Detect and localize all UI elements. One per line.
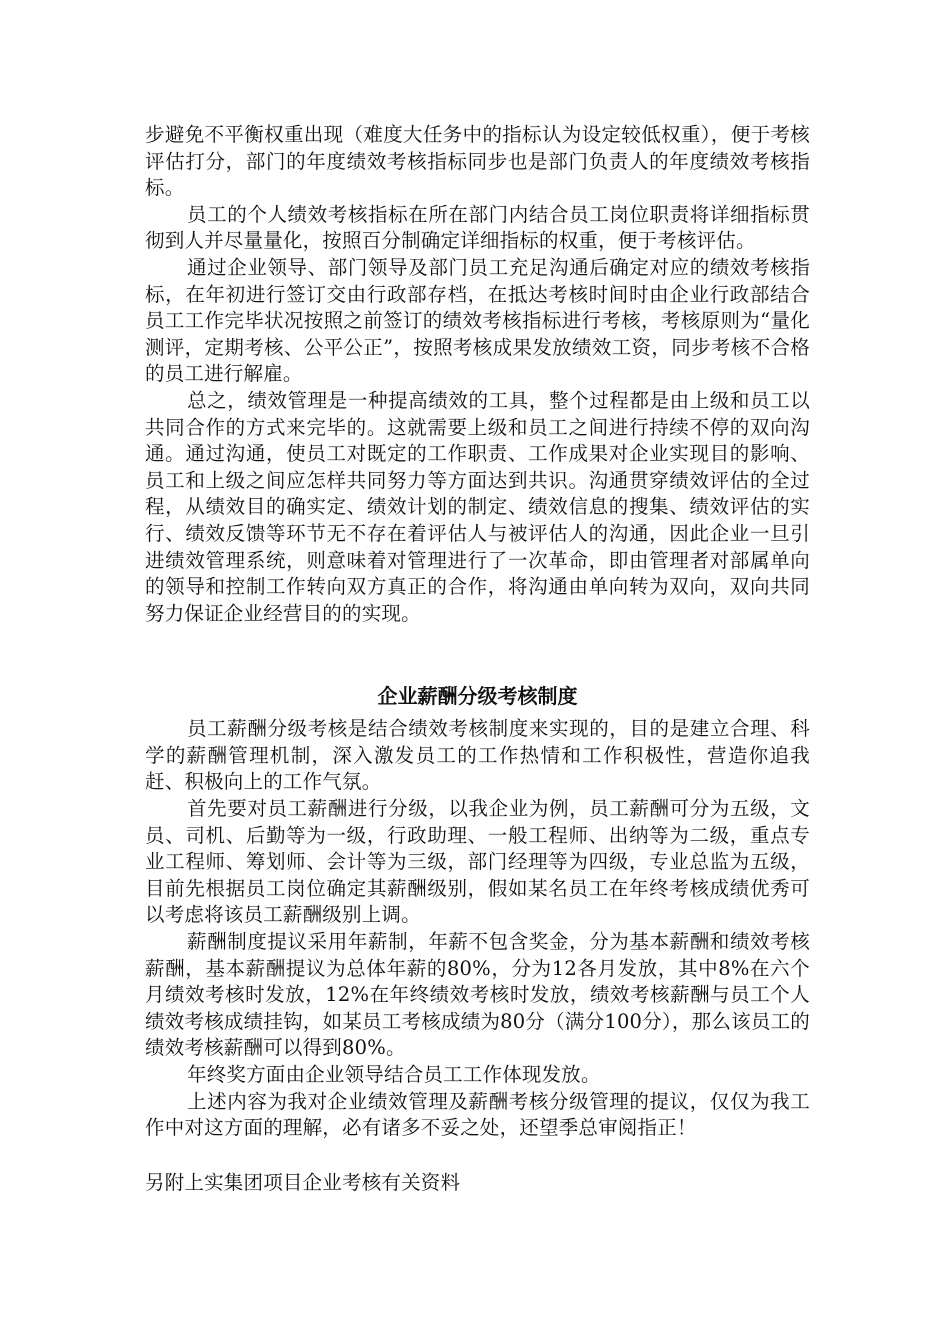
attachment-note: 另附上实集团项目企业考核有关资料	[145, 1170, 461, 1194]
spacer	[145, 1142, 810, 1170]
paragraph-salary-levels: 首先要对员工薪酬进行分级，以我企业为例，员工薪酬可分为五级，文员、司机、后勤等为一级，行政助理、一般工程师、出纳等为二级，重点专业工程师、筹划师、会计等为三级，部门经理等为四级，专业总监为五级，目前先根据员工岗位确定其薪酬级别，假如某名员工在年终考核成绩优秀可以考虑将该员工薪酬级别上调。	[145, 797, 810, 927]
document-page	[145, 122, 810, 1196]
paragraph-kpi-signing: 通过企业领导、部门领导及部门员工充足沟通后确定对应的绩效考核指标，在年初进行签订交由行政部存档，在抵达考核时间时由企业行政部结合员工工作完毕状况按照之前签订的绩效考核指标进行考核，考核原则为“量化测评，定期考核、公平公正”，按照考核成果发放绩效工资，同步考核不合格的员工进行解雇。	[145, 255, 810, 386]
paragraph-summary: 总之，绩效管理是一种提高绩效的工具，整个过程都是由上级和员工以共同合作的方式来完毕的。这就需要上级和员工之间进行持续不停的双向沟通。通过沟通，使员工对既定的工作职责、工作成果对企业实现目的影响、员工和上级之间应怎样共同努力等方面达到共识。沟通贯穿绩效评估的全过程，从绩效目的确实定、绩效计划的制定、绩效信息的搜集、绩效评估的实行、绩效反馈等环节无不存在着评估人与被评估人的沟通，因此企业一旦引进绩效管理系统，则意味着对管理进行了一次革命，即由管理者对部属单向的领导和控制工作转向双方真正的合作，将沟通由单向转为双向，双向共同努力保证企业经营目的的实现。	[145, 388, 810, 625]
section-title: 企业薪酬分级考核制度	[377, 684, 578, 709]
paragraph-individual-kpi: 员工的个人绩效考核指标在所在部门内结合员工岗位职责将详细指标贯彻到人并尽量量化，按照百分制确定详细指标的权重，便于考核评估。	[145, 202, 810, 253]
paragraph-continued: 步避免不平衡权重出现（难度大任务中的指标认为设定较低权重），便于考核评估打分，部门的年度绩效考核指标同步也是部门负责人的年度绩效考核指标。	[145, 123, 810, 200]
spacer	[145, 627, 810, 681]
paragraph-year-end-bonus: 年终奖方面由企业领导结合员工工作体现发放。	[187, 1063, 601, 1086]
paragraph-annual-salary: 薪酬制度提议采用年薪制，年薪不包含奖金，分为基本薪酬和绩效考核薪酬，基本薪酬提议为总体年薪的80%，分为12各月发放，其中8%在六个月绩效考核时发放，12%在年终绩效考核时发放，绩效考核薪酬与员工个人绩效考核成绩挂钩，如某员工考核成绩为80分（满分100分），那么该员工的绩效考核薪酬可以得到80%。	[145, 930, 810, 1060]
paragraph-closing: 上述内容为我对企业绩效管理及薪酬考核分级管理的提议，仅仅为我工作中对这方面的理解，必有诸多不妥之处，还望季总审阅指正！	[145, 1089, 810, 1140]
paragraph-salary-intro: 员工薪酬分级考核是结合绩效考核制度来实现的，目的是建立合理、科学的薪酬管理机制，深入激发员工的工作热情和工作积极性，营造你追我赶、积极向上的工作气氛。	[145, 717, 810, 794]
